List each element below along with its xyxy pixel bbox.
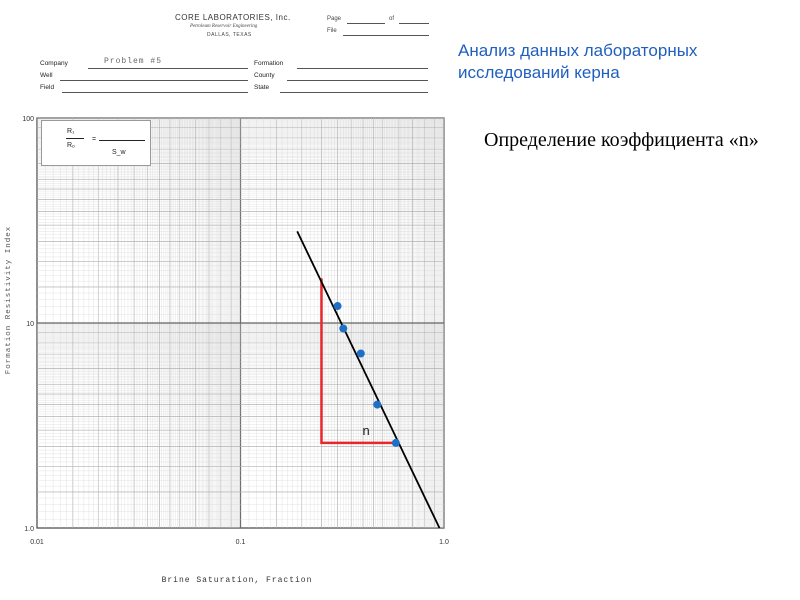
formation-label: Formation [254, 60, 284, 67]
x-axis-label: Brine Saturation, Fraction [161, 576, 313, 585]
legend-answer-line [99, 140, 145, 141]
legend-box [41, 120, 151, 166]
x-tick-label: 0.1 [235, 539, 246, 546]
company-name: CORE LABORATORIES, Inc. [175, 13, 291, 22]
company-subtitle: Petroleum Reservoir Engineering [190, 24, 258, 29]
data-point [373, 401, 381, 409]
company-value: Problem #5 [104, 57, 163, 66]
y-tick-label: 10 [26, 321, 34, 328]
well-label: Well [40, 72, 53, 79]
slide-subtitle: Определение коэффициента «n» [484, 129, 759, 151]
file-label: File [327, 28, 337, 34]
slide-title: Анализ данных лабораторных исследований керна [458, 41, 698, 82]
county-label: County [254, 72, 275, 79]
company-label: Company [40, 60, 68, 67]
legend-denominator: Rₒ [67, 142, 75, 149]
legend-sw: S_w [112, 149, 126, 156]
state-label: State [254, 84, 270, 91]
legend-equals: = [92, 136, 97, 143]
data-point [392, 439, 400, 447]
company-location: DALLAS, TEXAS [207, 32, 252, 38]
slope-label: n [362, 422, 370, 438]
data-point [357, 349, 365, 357]
data-point [339, 325, 347, 333]
legend-fraction-line [66, 138, 84, 139]
legend-numerator: R₁ [67, 128, 75, 135]
field-label: Field [40, 84, 55, 91]
of-label: of [389, 16, 395, 22]
data-point [334, 302, 342, 310]
y-tick-label: 1.0 [24, 526, 34, 533]
y-tick-label: 100 [22, 116, 34, 123]
x-tick-label: 0.01 [30, 539, 44, 546]
page-label: Page [327, 16, 342, 22]
x-tick-label: 1.0 [439, 539, 449, 546]
y-axis-label: Formation Resistivity Index [5, 225, 13, 375]
